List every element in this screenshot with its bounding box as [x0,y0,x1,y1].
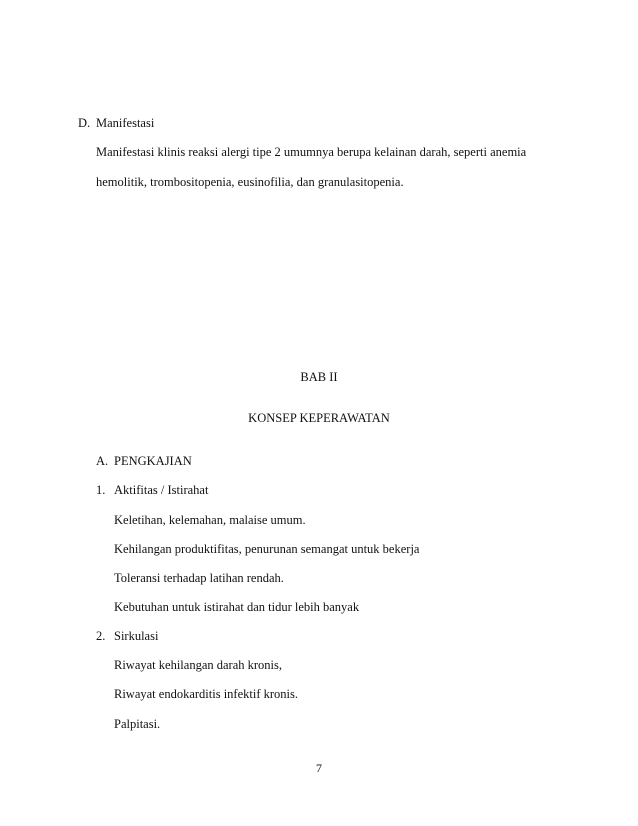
section-d-paragraph-line-2: hemolitik, trombositopenia, eusinofilia, dan granulasitopenia. [96,175,404,189]
section-d-paragraph-line-1: Manifestasi klinis reaksi alergi tipe 2 umumnya berupa kelainan darah, seperti anemia [96,145,527,159]
item-2-line-1: Riwayat kehilangan darah kronis, [114,658,283,672]
item-1-line-2: Kehilangan produktifitas, penurunan semangat untuk bekerja [114,542,420,556]
section-a-heading: PENGKAJIAN [114,454,192,468]
section-d-heading: Manifestasi [96,116,155,130]
item-2-marker: 2. [96,629,106,643]
item-1-marker: 1. [96,483,106,497]
chapter-number: BAB II [300,370,338,384]
section-d-marker: D. [78,116,91,130]
item-1-title: Aktifitas / Istirahat [114,483,209,497]
item-2-line-3: Palpitasi. [114,717,161,731]
chapter-title: KONSEP KEPERAWATAN [248,411,390,425]
item-1-line-4: Kebutuhan untuk istirahat dan tidur lebih banyak [114,600,360,614]
item-2-line-2: Riwayat endokarditis infektif kronis. [114,687,298,701]
page-number: 7 [316,761,322,775]
section-a-marker: A. [96,454,109,468]
item-1-line-3: Toleransi terhadap latihan rendah. [114,571,284,585]
item-1-line-1: Keletihan, kelemahan, malaise umum. [114,513,306,527]
item-2-title: Sirkulasi [114,629,159,643]
